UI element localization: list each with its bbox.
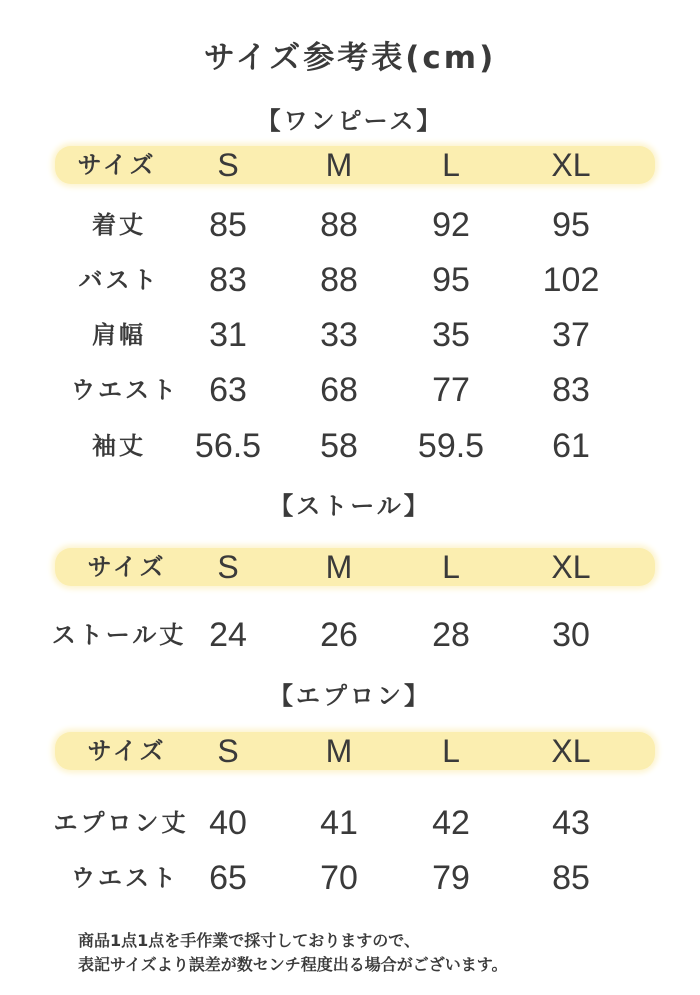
cell-value: 56.5 [194, 427, 262, 465]
cell-value: 83 [209, 261, 247, 299]
row-label: 袖丈 [92, 432, 146, 460]
section-heading-stole: 【ストール】 [269, 492, 431, 520]
table-row [0, 855, 700, 901]
row-label: ウエスト [71, 864, 179, 892]
cell-value: 40 [209, 804, 247, 842]
cell-value: 58 [320, 427, 358, 465]
cell-value: 41 [320, 804, 358, 842]
table-row [0, 367, 700, 413]
size-col-s: S [217, 147, 239, 183]
cell-value: 26 [320, 616, 358, 654]
size-col-m: M [325, 549, 353, 585]
cell-value: 31 [209, 316, 247, 354]
cell-value: 30 [552, 616, 590, 654]
table-row [0, 800, 700, 846]
row-label: エプロン丈 [53, 809, 189, 837]
size-col-m: M [325, 147, 353, 183]
table-row [0, 612, 700, 658]
cell-value: 37 [552, 316, 590, 354]
cell-value: 43 [552, 804, 590, 842]
size-header-row [0, 728, 700, 774]
size-header-row [0, 544, 700, 590]
cell-value: 63 [209, 371, 247, 409]
size-col-s: S [217, 549, 239, 585]
size-col-l: L [442, 147, 460, 183]
size-col-xl: XL [551, 147, 591, 183]
table-row [0, 423, 700, 469]
cell-value: 59.5 [417, 427, 485, 465]
cell-value: 24 [209, 616, 247, 654]
cell-value: 88 [320, 261, 358, 299]
section-heading-apron: 【エプロン】 [269, 682, 431, 710]
size-col-xl: XL [551, 549, 591, 585]
size-header-label: サイズ [77, 151, 157, 179]
cell-value: 88 [320, 206, 358, 244]
table-row [0, 312, 700, 358]
cell-value: 79 [432, 859, 470, 897]
size-col-m: M [325, 733, 353, 769]
note-line: 商品1点1点を手作業で採寸しておりますので、 [78, 931, 420, 950]
table-row [0, 202, 700, 248]
cell-value: 33 [320, 316, 358, 354]
cell-value: 61 [552, 427, 590, 465]
cell-value: 102 [542, 261, 600, 299]
cell-value: 83 [552, 371, 590, 409]
size-col-l: L [442, 733, 460, 769]
table-row [0, 257, 700, 303]
cell-value: 35 [432, 316, 470, 354]
cell-value: 95 [552, 206, 590, 244]
section-heading-onepiece: 【ワンピース】 [256, 107, 444, 135]
row-label: バスト [78, 266, 160, 294]
cell-value: 77 [432, 371, 470, 409]
row-label: 肩幅 [92, 321, 146, 349]
note-line: 表記サイズより誤差が数センチ程度出る場合がございます。 [78, 955, 508, 974]
size-header-row [0, 142, 700, 188]
size-col-s: S [217, 733, 239, 769]
cell-value: 85 [209, 206, 247, 244]
cell-value: 28 [432, 616, 470, 654]
size-col-xl: XL [551, 733, 591, 769]
page-title: サイズ参考表(cm) [203, 40, 497, 76]
cell-value: 92 [432, 206, 470, 244]
cell-value: 70 [320, 859, 358, 897]
cell-value: 65 [209, 859, 247, 897]
cell-value: 42 [432, 804, 470, 842]
size-col-l: L [442, 549, 460, 585]
cell-value: 68 [320, 371, 358, 409]
cell-value: 95 [432, 261, 470, 299]
row-label: 着丈 [92, 211, 146, 239]
row-label: ストール丈 [51, 621, 187, 649]
size-header-label: サイズ [87, 553, 167, 581]
size-header-label: サイズ [87, 737, 167, 765]
row-label: ウエスト [71, 376, 179, 404]
cell-value: 85 [552, 859, 590, 897]
